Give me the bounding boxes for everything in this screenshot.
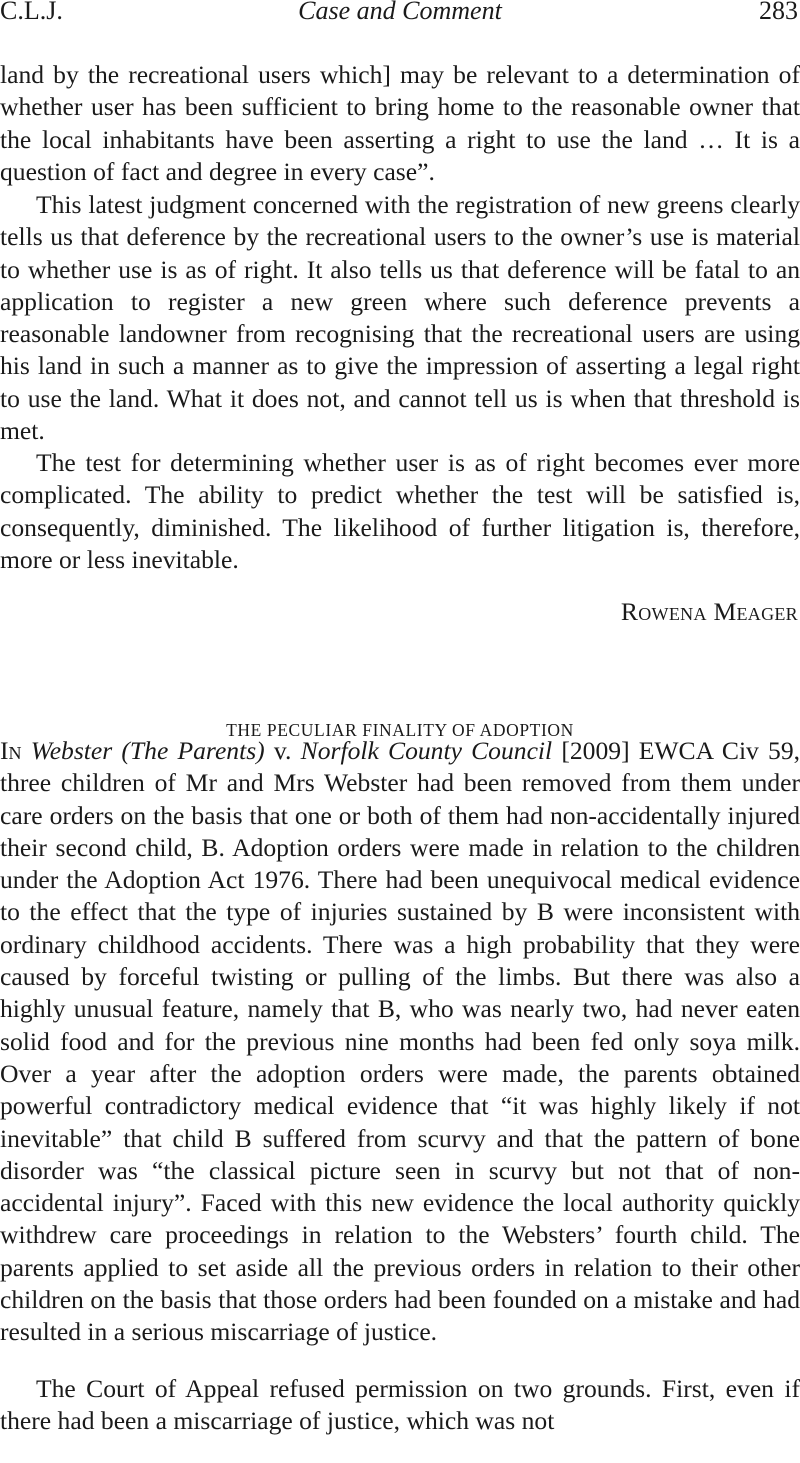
running-header	[0, 0, 800, 30]
paragraph-text: This latest judgment concerned with the registration of new greens clearly tells us that deference by the recreational users to the owner’s use is material to whether use is as of right. It also tells us that deference will be fatal to an application to register a new green where such deference prevents a reasonable landowner from recognising that the recreational users are using his land in such a manner as to give the impression of asserting a legal right to use the land. What it does not, and cannot tell us is when that threshold is met.	[0, 190, 800, 446]
section-heading: Case and Comment	[298, 0, 502, 25]
versus: v.	[273, 736, 292, 765]
case-party-1: Webster (The Parents)	[30, 736, 265, 765]
paragraph-case-facts	[0, 735, 800, 1349]
journal-abbreviation: C.L.J.	[0, 0, 63, 25]
paragraph-text: land by the recreational users which] may be relevant to a determination of whether user has been sufficient to bring home to the reasonable owner that the local inhabitants have been asserting a right to use the land … It is a question of fact and degree in every case”.	[0, 60, 800, 186]
opening-word: In	[0, 736, 22, 765]
case-text: [2009] EWCA Civ 59, three children of Mr and Mrs Webster had been removed from them under care orders on the basis that one or both of them had non-accidentally injured their second child, B. Adoption orders were made in relation to the children under the Adoption Act 1976. There had been unequivocal medical evidence to the effect that the type of injuries sustained by B were inconsistent with ordinary childhood accidents. There was a high probability that they were caused by forceful twisting or pulling of the limbs. But there was also a highly unusual feature, namely that B, who was nearly two, had never eaten solid food and for the previous nine months had been fed only soya milk. Over a year after the adoption orders were made, the parents obtained powerful contradictory medical evidence that “it was highly likely if not inevitable” that child B suffered from scurvy and that the pattern of bone disorder was “the classical picture seen in scurvy but not that of non-accidental injury”. Faced with this new evidence the local authority quickly withdrew care proceedings in relation to the Websters’ fourth child. The parents applied to set aside all the previous orders in relation to their other children on the basis that those orders had been founded on a mistake and had resulted in a serious miscarriage of justice.	[0, 736, 800, 1347]
paragraph-test	[0, 447, 800, 576]
case-party-2: Norfolk County Council	[300, 736, 553, 765]
paragraph-deference	[0, 189, 800, 447]
article-title: THE PECULIAR FINALITY OF ADOPTION	[226, 720, 574, 740]
paragraph-text	[0, 735, 800, 1349]
paragraph-text: The Court of Appeal refused permission on two grounds. First, even if there had been a miscarriage of justice, which was not	[0, 1374, 800, 1436]
author-signature: Rowena Meager	[620, 597, 798, 626]
paragraph-court-of-appeal	[0, 1373, 800, 1438]
paragraph-text: The test for determining whether user is as of right becomes ever more complicated. The ability to predict whether the test will be satisfied is, consequently, diminished. The likelihood of further litigation is, therefore, more or less inevitable.	[0, 448, 800, 574]
page-number: 283	[759, 0, 798, 25]
paragraph-continuation	[0, 59, 800, 188]
